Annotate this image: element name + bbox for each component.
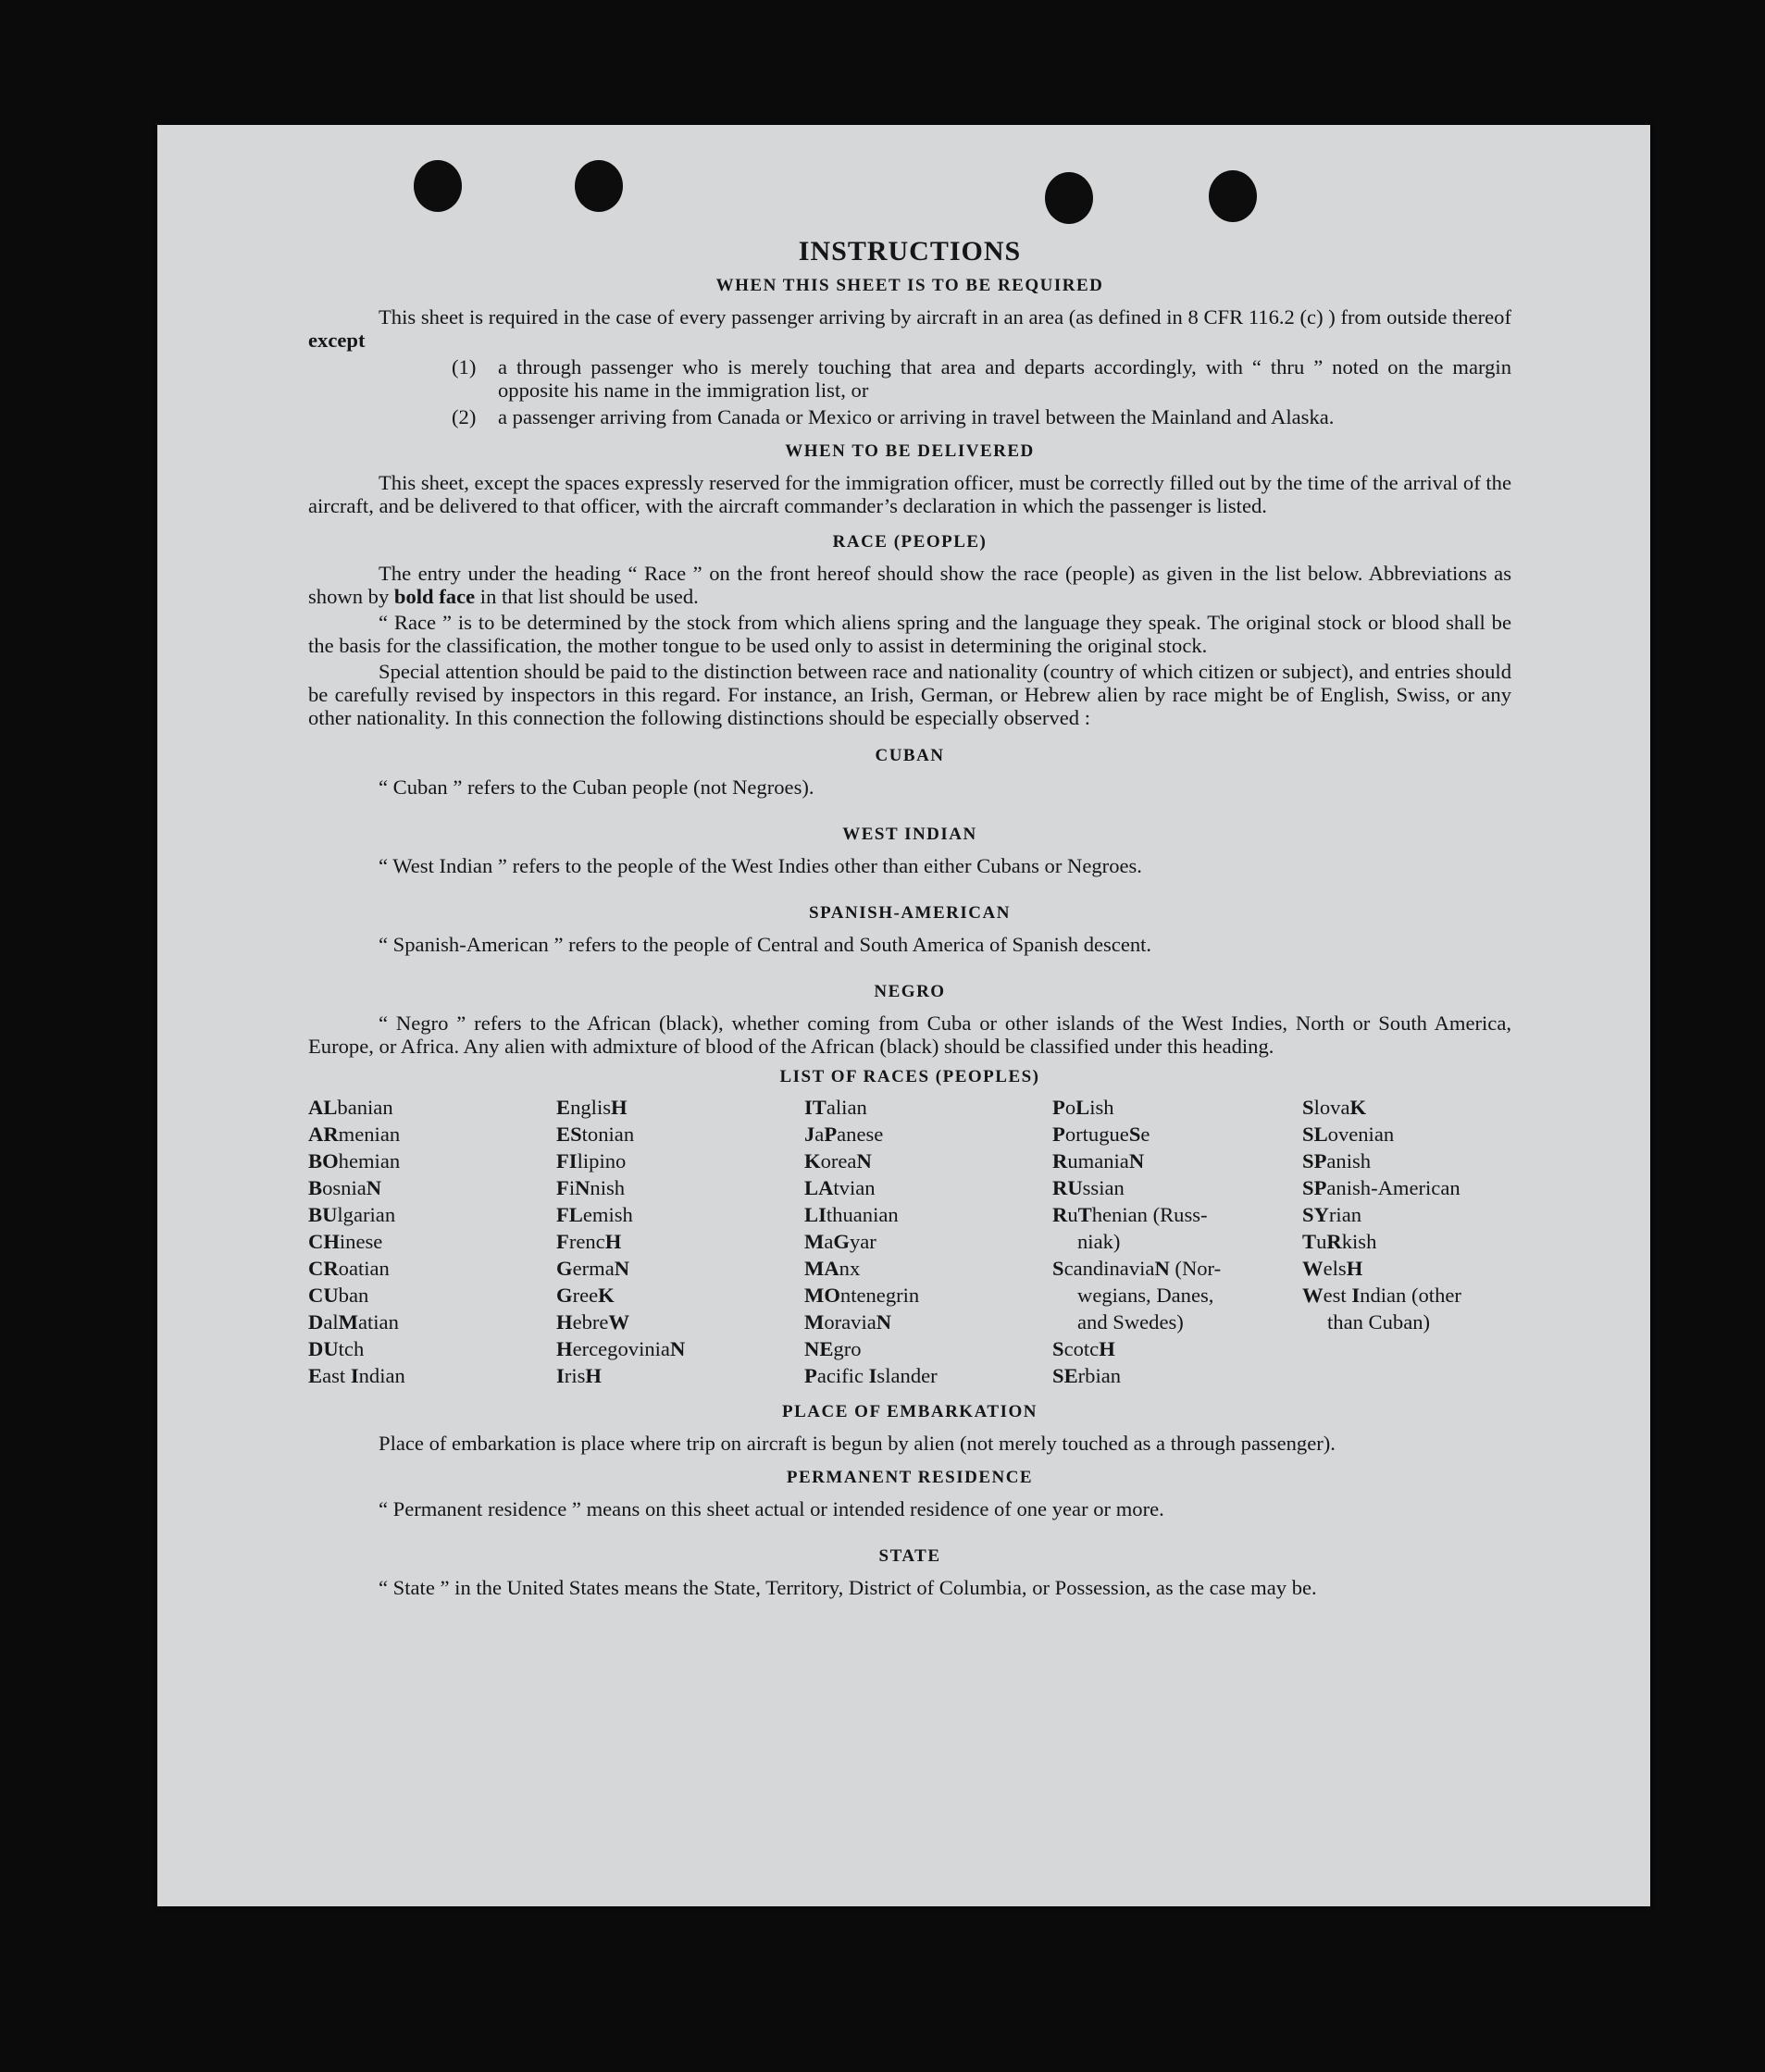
race-entry (556, 1094, 804, 1121)
race-text: anish (1326, 1149, 1372, 1172)
race-abbreviation: CH (308, 1230, 340, 1253)
race-text: ndian (358, 1364, 405, 1387)
punch-hole (1045, 172, 1093, 224)
race-text: hemian (338, 1149, 401, 1172)
paragraph-required-text: This sheet is required in the case of every passenger arriving by aircraft in an area (as defined in 8 CFR 116.2 (c) ) from outside thereof (379, 305, 1511, 329)
races-column (804, 1094, 1052, 1389)
race-abbreviation: MA (804, 1257, 839, 1280)
race-entry (308, 1309, 556, 1335)
race-abbreviation: P (1052, 1096, 1065, 1119)
paragraph-required-except: except (308, 329, 366, 352)
race-entry (1052, 1362, 1302, 1389)
race-entry (1052, 1309, 1302, 1335)
race-abbreviation: AL (308, 1096, 338, 1119)
race-text: umania (1067, 1149, 1129, 1172)
race-abbreviation: P (824, 1123, 838, 1146)
race-text: u (1067, 1203, 1078, 1226)
race-entry (556, 1228, 804, 1255)
race-abbreviation: DU (308, 1337, 339, 1360)
race-entry (1052, 1282, 1302, 1309)
race-entry (1302, 1121, 1511, 1148)
race-abbreviation: K (598, 1284, 615, 1307)
race-abbreviation: SE (1052, 1364, 1078, 1387)
paragraph-race-1-text: The entry under the heading “ Race ” on the front hereof should show the race (people) as given in the list below. Abbreviations as shown by (308, 562, 1511, 608)
list-item (452, 405, 1511, 428)
race-entry (556, 1362, 804, 1389)
race-entry (1052, 1094, 1302, 1121)
list-item (452, 355, 1511, 402)
race-entry (804, 1121, 1052, 1148)
race-text: lova (1313, 1096, 1350, 1119)
paragraph-spanish-american: “ Spanish-American ” refers to the people of Central and South America of Spanish descent. (379, 933, 1152, 956)
heading-permanent-residence: PERMANENT RESIDENCE (786, 1468, 1034, 1487)
race-text: anese (837, 1123, 884, 1146)
race-text: gro (833, 1337, 862, 1360)
race-abbreviation: LI (804, 1203, 827, 1226)
race-entry (1052, 1335, 1302, 1362)
race-text: (Nor- (1169, 1257, 1222, 1280)
race-abbreviation: R (1052, 1149, 1068, 1172)
race-text: u (1316, 1230, 1327, 1253)
heading-when-required: WHEN THIS SHEET IS TO BE REQUIRED (715, 276, 1104, 295)
race-text: nish (590, 1176, 626, 1199)
race-text: oravia (824, 1310, 876, 1334)
race-abbreviation: SP (1302, 1176, 1327, 1199)
race-text: atian (357, 1310, 399, 1334)
race-entry (1052, 1174, 1302, 1201)
document-page (157, 125, 1650, 1906)
list-item-number: (2) (452, 405, 477, 428)
race-text: anish-American (1326, 1176, 1460, 1199)
race-text: ntenegrin (839, 1284, 920, 1307)
race-text: ban (338, 1284, 369, 1307)
race-abbreviation: F (556, 1176, 569, 1199)
race-abbreviation: BO (308, 1149, 339, 1172)
race-abbreviation: H (556, 1310, 573, 1334)
race-abbreviation: N (856, 1149, 872, 1172)
race-entry (308, 1362, 556, 1389)
race-entry (308, 1201, 556, 1228)
race-abbreviation: P (1052, 1123, 1065, 1146)
race-abbreviation: I (350, 1364, 359, 1387)
paragraph-race-1 (308, 562, 1511, 608)
race-entry (556, 1201, 804, 1228)
paragraph-delivered: This sheet, except the spaces expressly reserved for the immigration officer, must be correctly filled out by the time of the arrival of the aircraft, and be delivered to that officer, with the aircraft commander’s declaration in which the passenger is listed. (308, 471, 1511, 517)
race-abbreviation: SY (1302, 1203, 1329, 1226)
race-entry (1302, 1094, 1511, 1121)
race-abbreviation: H (611, 1096, 628, 1119)
race-abbreviation: H (1346, 1257, 1363, 1280)
race-text: ssian (1082, 1176, 1125, 1199)
punch-hole (575, 160, 623, 212)
race-abbreviation: N (669, 1337, 686, 1360)
race-text: tonian (581, 1123, 635, 1146)
race-abbreviation: M (804, 1230, 825, 1253)
race-abbreviation: G (833, 1230, 850, 1253)
races-list (308, 1094, 1511, 1389)
race-abbreviation: N (366, 1176, 382, 1199)
race-entry (1302, 1228, 1511, 1255)
race-text: tvian (833, 1176, 876, 1199)
race-text: ercegovinia (572, 1337, 670, 1360)
race-abbreviation: H (585, 1364, 602, 1387)
race-text: ortugue (1064, 1123, 1129, 1146)
paragraph-west-indian: “ West Indian ” refers to the people of the West Indies other than either Cubans or Negroes. (379, 854, 1142, 877)
paragraph-race-3: Special attention should be paid to the distinction between race and nationality (country of which citizen or subject), and entries should be carefully revised by inspectors in this regard. For instance, an Irish, German, or Hebrew alien by race might be of English, Swiss, or any other nationality. In this connection the following distinctions should be especially observed : (308, 660, 1511, 729)
race-abbreviation: F (556, 1230, 569, 1253)
heading-state: STATE (878, 1546, 941, 1566)
heading-west-indian: WEST INDIAN (842, 825, 977, 844)
paragraph-cuban: “ Cuban ” refers to the Cuban people (not Negroes). (379, 775, 814, 799)
race-text: orea (820, 1149, 857, 1172)
race-entry (308, 1148, 556, 1174)
instructions-content (308, 236, 1511, 1599)
race-entry (556, 1335, 804, 1362)
race-entry (804, 1201, 1052, 1228)
races-column (1302, 1094, 1511, 1389)
race-abbreviation: N (575, 1176, 590, 1199)
heading-when-delivered: WHEN TO BE DELIVERED (785, 441, 1035, 461)
paragraph-state: “ State ” in the United States means the State, Territory, District of Columbia, or Possession, as the case may be. (379, 1576, 1317, 1599)
race-entry (804, 1228, 1052, 1255)
paragraph-residence: “ Permanent residence ” means on this sheet actual or intended residence of one year or more. (379, 1497, 1164, 1520)
race-text: a (824, 1230, 834, 1253)
race-entry (556, 1148, 804, 1174)
race-abbreviation: RU (1052, 1176, 1083, 1199)
race-abbreviation: H (1099, 1337, 1115, 1360)
race-entry (308, 1094, 556, 1121)
race-text: cotc (1063, 1337, 1100, 1360)
race-text: osnia (322, 1176, 367, 1199)
race-abbreviation: NE (804, 1337, 834, 1360)
race-abbreviation: M (338, 1310, 358, 1334)
race-abbreviation: BU (308, 1203, 338, 1226)
race-abbreviation: W (608, 1310, 630, 1334)
race-entry (1302, 1282, 1511, 1309)
race-entry (804, 1148, 1052, 1174)
race-text: ovenian (1327, 1123, 1395, 1146)
race-entry (1052, 1121, 1302, 1148)
race-entry (308, 1335, 556, 1362)
heading-place-of-embarkation: PLACE OF EMBARKATION (782, 1402, 1038, 1421)
race-entry (804, 1174, 1052, 1201)
race-abbreviation: I (556, 1364, 565, 1387)
race-entry (556, 1255, 804, 1282)
race-text: oatian (338, 1257, 390, 1280)
race-abbreviation: SL (1302, 1123, 1328, 1146)
race-abbreviation: S (1052, 1337, 1064, 1360)
race-abbreviation: I (1351, 1284, 1361, 1307)
race-entry (1302, 1201, 1511, 1228)
race-abbreviation: R (1052, 1203, 1068, 1226)
heading-list-of-races: LIST OF RACES (PEOPLES) (779, 1067, 1040, 1086)
punch-hole (414, 160, 462, 212)
race-abbreviation: N (1128, 1149, 1145, 1172)
race-text: emish (582, 1203, 633, 1226)
race-entry (804, 1282, 1052, 1309)
race-abbreviation: D (308, 1310, 324, 1334)
race-text: ast (322, 1364, 351, 1387)
race-text: rian (1328, 1203, 1362, 1226)
race-text: acific (816, 1364, 869, 1387)
race-abbreviation: MO (804, 1284, 840, 1307)
race-entry (804, 1255, 1052, 1282)
race-abbreviation: G (556, 1257, 573, 1280)
race-text: o (1064, 1096, 1076, 1119)
list-item-number: (1) (452, 355, 477, 378)
paragraph-required (308, 305, 1511, 352)
list-item-text: a through passenger who is merely touching that area and departs accordingly, with “ thru ” noted on the margin opposite his name in the immigration list, or (498, 355, 1511, 402)
race-entry (556, 1282, 804, 1309)
punch-hole (1209, 170, 1257, 222)
race-text: nglis (570, 1096, 612, 1119)
race-abbreviation: AR (308, 1123, 339, 1146)
race-text: tch (338, 1337, 365, 1360)
race-text: menian (338, 1123, 401, 1146)
paragraph-negro: “ Negro ” refers to the African (black), whether coming from Cuba or other islands of the West Indies, North or South America, Europe, or Africa. Any alien with admixture of blood of the African (black) should be classified under this heading. (308, 1011, 1511, 1058)
race-entry (308, 1174, 556, 1201)
race-entry (308, 1121, 556, 1148)
race-text: inese (339, 1230, 383, 1253)
races-column (1052, 1094, 1302, 1389)
race-text: niak) (1077, 1230, 1121, 1253)
race-abbreviation: N (614, 1257, 630, 1280)
race-text: ris (564, 1364, 586, 1387)
race-abbreviation: H (604, 1230, 622, 1253)
race-text: henian (Russ- (1091, 1203, 1208, 1226)
race-entry (308, 1282, 556, 1309)
race-entry (1302, 1174, 1511, 1201)
race-entry (804, 1362, 1052, 1389)
race-entry (308, 1228, 556, 1255)
race-abbreviation: FL (556, 1203, 583, 1226)
race-text: ree (572, 1284, 599, 1307)
race-abbreviation: B (308, 1176, 323, 1199)
races-column (308, 1094, 556, 1389)
paragraph-race-1-end: in that list should be used. (479, 585, 699, 608)
list-item-text: a passenger arriving from Canada or Mexico or arriving in travel between the Mainland and Alaska. (498, 405, 1335, 428)
page-title: INSTRUCTIONS (798, 236, 1022, 267)
race-entry (556, 1309, 804, 1335)
race-text: alian (826, 1096, 867, 1119)
race-abbreviation: G (556, 1284, 573, 1307)
race-text: i (568, 1176, 576, 1199)
race-abbreviation: ES (556, 1123, 582, 1146)
race-abbreviation: M (804, 1310, 825, 1334)
race-abbreviation: IT (804, 1096, 827, 1119)
race-entry (1052, 1228, 1302, 1255)
race-text: banian (337, 1096, 393, 1119)
race-entry (804, 1094, 1052, 1121)
race-text: yar (849, 1230, 876, 1253)
race-abbreviation: J (804, 1123, 815, 1146)
race-entry (308, 1255, 556, 1282)
race-text: rbian (1077, 1364, 1122, 1387)
race-entry (1302, 1148, 1511, 1174)
race-abbreviation: W (1302, 1284, 1324, 1307)
race-abbreviation: CU (308, 1284, 339, 1307)
race-text: e (1140, 1123, 1150, 1146)
race-text: a (814, 1123, 825, 1146)
race-abbreviation: CR (308, 1257, 339, 1280)
race-text: els (1323, 1257, 1347, 1280)
paragraph-embarkation: Place of embarkation is place where trip on aircraft is begun by alien (not merely touched as a through passenger). (379, 1432, 1336, 1455)
race-text: ebre (572, 1310, 609, 1334)
race-abbreviation: S (1128, 1123, 1141, 1146)
race-entry (556, 1121, 804, 1148)
heading-negro: NEGRO (874, 982, 946, 1001)
race-text: lipino (577, 1149, 627, 1172)
race-abbreviation: SP (1302, 1149, 1327, 1172)
race-text: nx (839, 1257, 861, 1280)
races-column (556, 1094, 804, 1389)
bold-face-text: bold face (393, 585, 476, 608)
race-text: al (323, 1310, 339, 1334)
heading-cuban: CUBAN (875, 746, 945, 765)
heading-spanish-american: SPANISH-AMERICAN (809, 903, 1011, 923)
race-abbreviation: H (556, 1337, 573, 1360)
race-entry (556, 1174, 804, 1201)
race-abbreviation: S (1302, 1096, 1314, 1119)
race-abbreviation: E (556, 1096, 571, 1119)
race-abbreviation: R (1326, 1230, 1342, 1253)
race-abbreviation: E (308, 1364, 323, 1387)
race-text: erma (572, 1257, 615, 1280)
race-text: est (1323, 1284, 1352, 1307)
heading-race: RACE (PEOPLE) (832, 532, 988, 552)
race-abbreviation: W (1302, 1257, 1324, 1280)
race-text: wegians, Danes, (1077, 1284, 1214, 1307)
race-abbreviation: FI (556, 1149, 578, 1172)
race-text: kish (1341, 1230, 1377, 1253)
race-abbreviation: P (804, 1364, 817, 1387)
race-text: slander (876, 1364, 938, 1387)
race-text: lgarian (337, 1203, 396, 1226)
race-abbreviation: LA (804, 1176, 834, 1199)
race-text: ndian (other (1360, 1284, 1461, 1307)
race-abbreviation: N (1154, 1257, 1170, 1280)
race-entry (1302, 1309, 1511, 1335)
race-entry (1302, 1255, 1511, 1282)
race-abbreviation: I (868, 1364, 877, 1387)
race-entry (804, 1309, 1052, 1335)
race-entry (1052, 1148, 1302, 1174)
race-abbreviation: N (876, 1310, 892, 1334)
race-text: renc (568, 1230, 605, 1253)
race-abbreviation: T (1302, 1230, 1317, 1253)
race-entry (1052, 1255, 1302, 1282)
race-text: than Cuban) (1327, 1310, 1431, 1334)
race-text: and Swedes) (1077, 1310, 1184, 1334)
race-abbreviation: S (1052, 1257, 1064, 1280)
race-text: ish (1089, 1096, 1114, 1119)
race-entry (804, 1335, 1052, 1362)
race-entry (1052, 1201, 1302, 1228)
paragraph-race-2: “ Race ” is to be determined by the stock from which aliens spring and the language they speak. The original stock or blood shall be the basis for the classification, the mother tongue to be used only to assist in determining the original stock. (308, 611, 1511, 657)
race-text: candinavia (1063, 1257, 1155, 1280)
race-abbreviation: K (1349, 1096, 1367, 1119)
race-abbreviation: L (1075, 1096, 1090, 1119)
race-text: thuanian (826, 1203, 899, 1226)
race-abbreviation: K (804, 1149, 821, 1172)
race-abbreviation: T (1077, 1203, 1092, 1226)
